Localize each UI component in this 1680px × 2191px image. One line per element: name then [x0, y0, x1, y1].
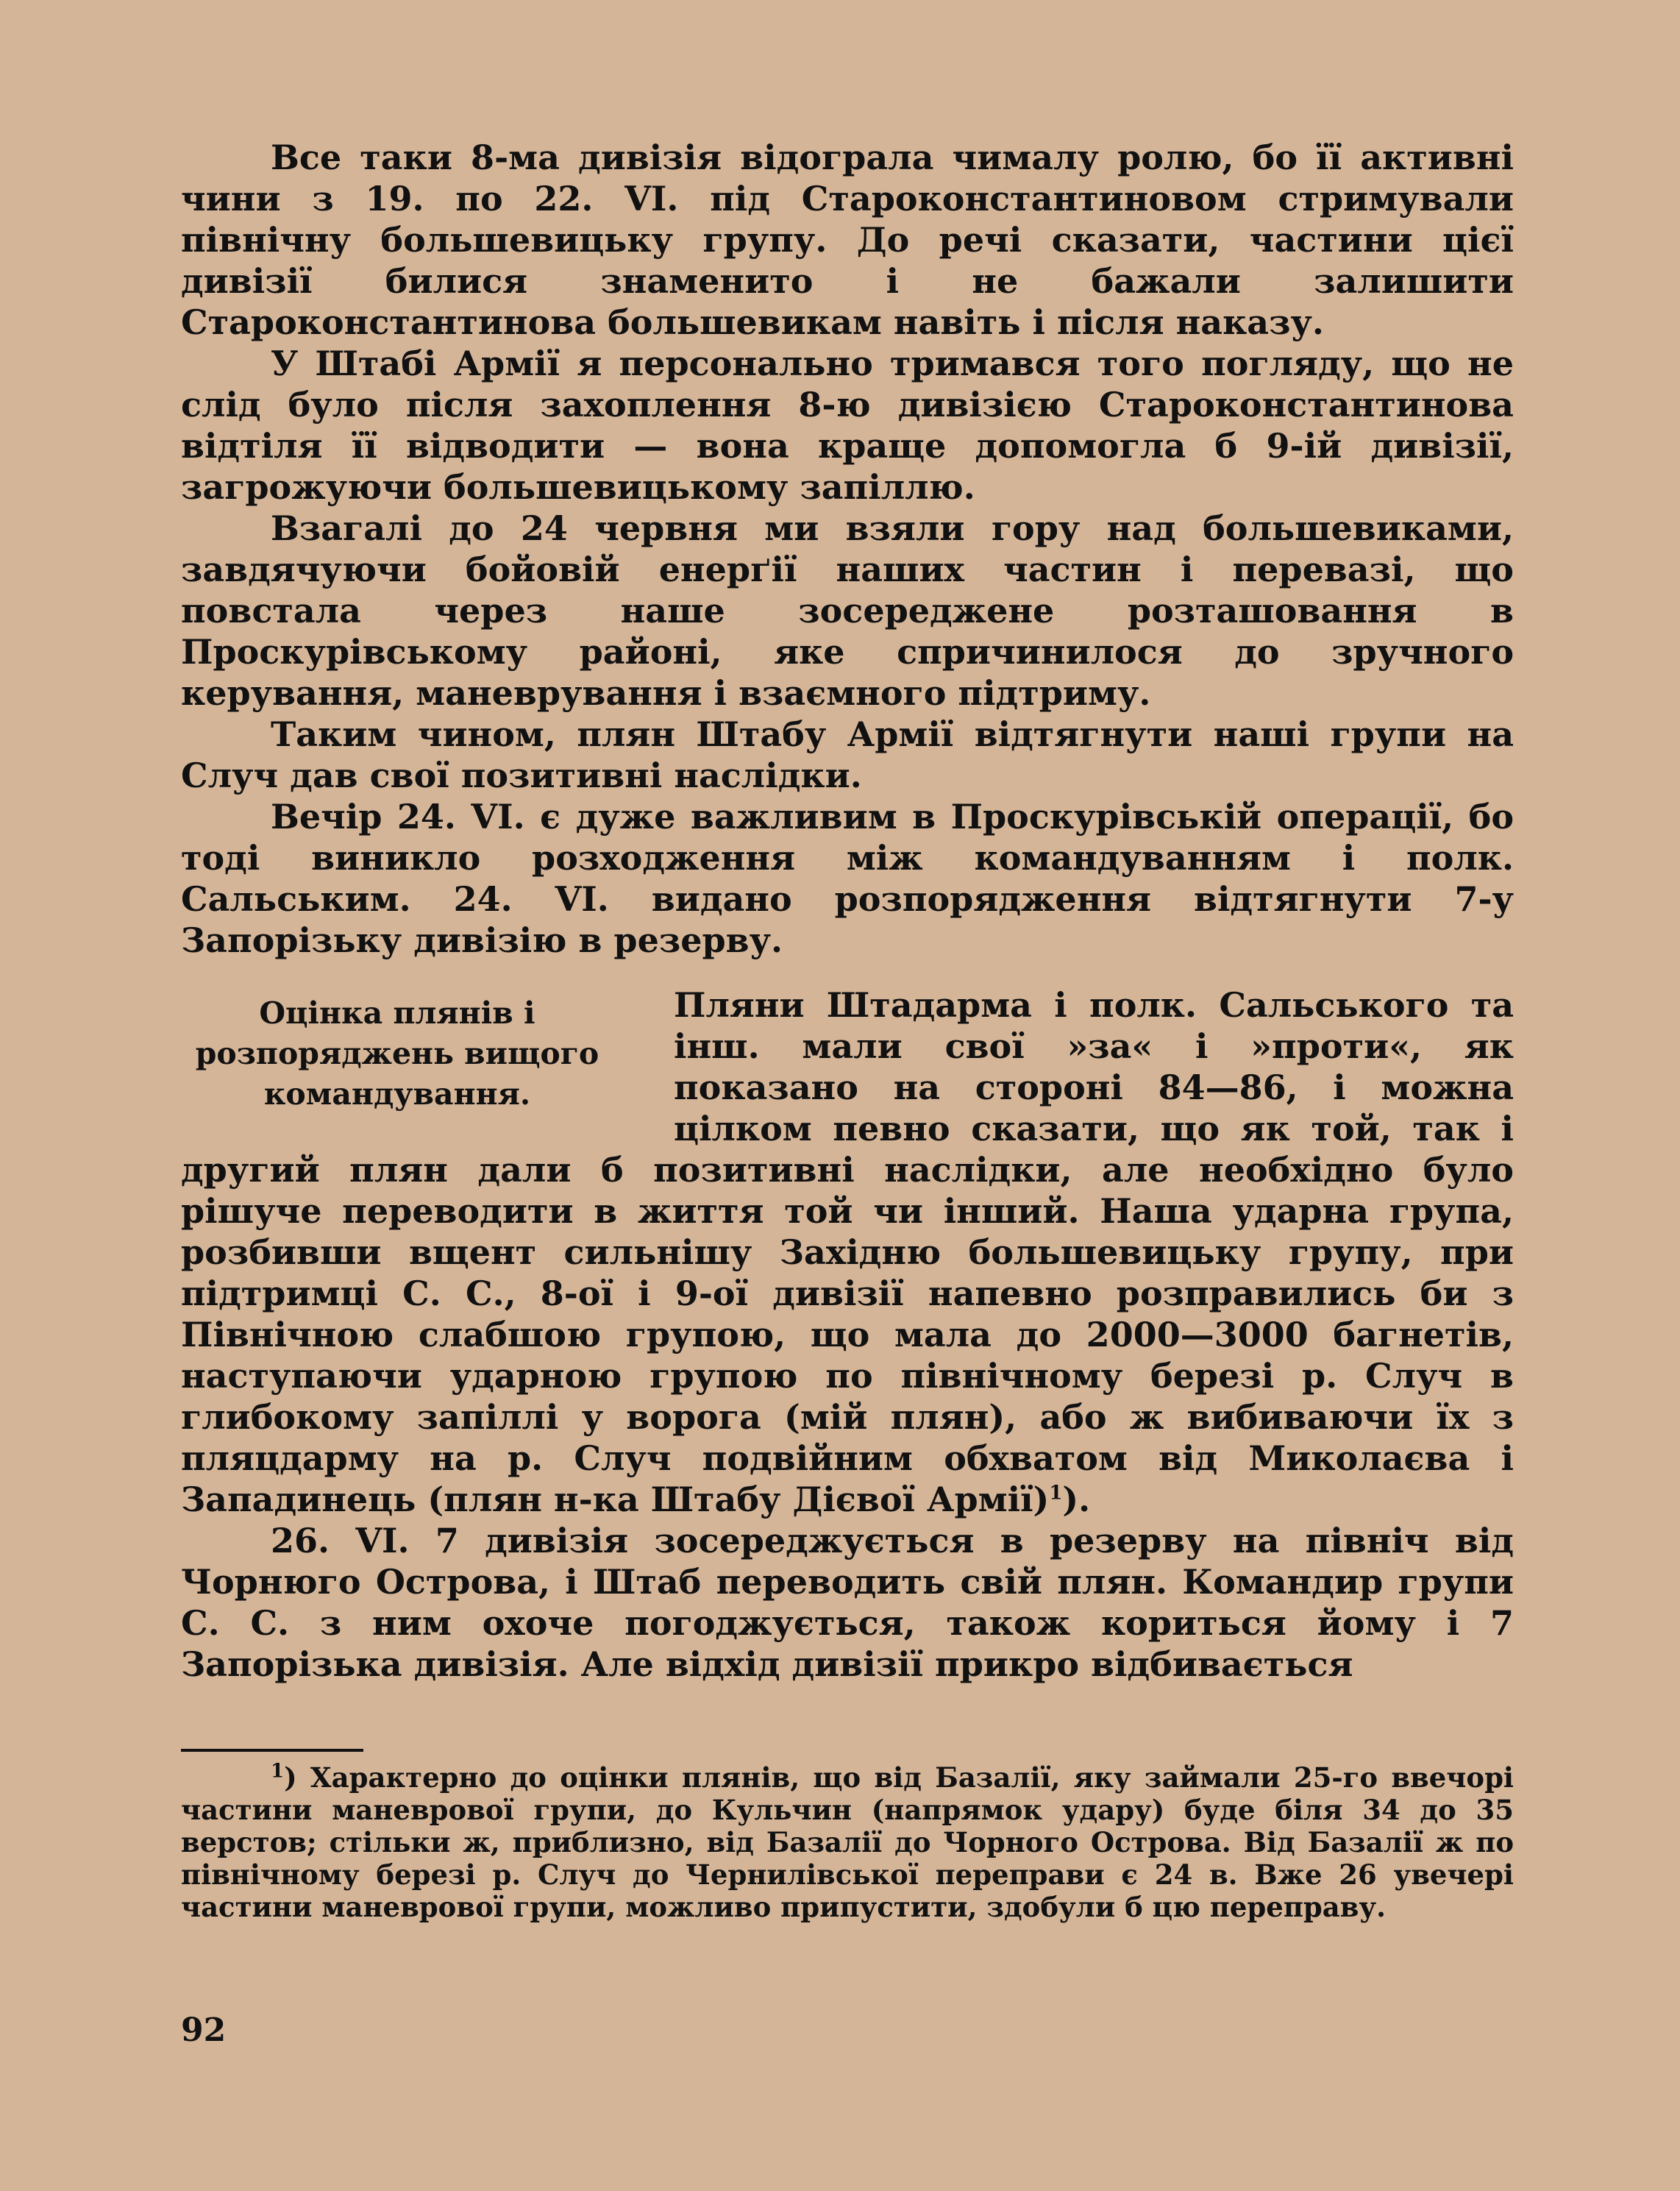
main-text-top: [181, 137, 1514, 961]
wrap-paragraph-tail: ).: [1062, 1480, 1091, 1519]
margin-heading: Оцінка плянів і розпоряджень вищого командування.: [195, 995, 599, 1112]
footnote-text: ) Характерно до оцінки плянів, що від Базалії, яку займали 25-го ввечорі частини маневрової групи, до Кульчин (напрямок удару) буде біля 34 до 35 верстов; стільки ж, приблизно, від Базалії до Чорного Острова. Від Базалії ж по північному березі р. Случ до Чернилівської переправи є 24 в. Вже 26 увечері частини маневрової групи, можливо припустити, здобули б цю переправу.: [181, 1761, 1514, 1923]
paragraph: Взагалі до 24 червня ми взяли гору над большевиками, завдячуючи бойовій енерґії наших частин і перевазі, що повстала через наше зосереджене розташовання в Проскурівському районі, яке спричинилося до зручного керування, маневрування і взаємного підтриму.: [181, 508, 1514, 713]
footnote-reference: 1: [1049, 1482, 1063, 1505]
paragraph: Все таки 8-ма дивізія відограла чималу ролю, бо її активні чини з 19. по 22. VI. під Староконстантиновом стримували північну большевицьку групу. До речі сказати, частини цієї дивізії билися знаменито і не бажали залишити Староконстантинова большевикам навіть і після наказу.: [181, 138, 1514, 342]
page-number: 92: [181, 2011, 227, 2049]
footnote-mark: 1: [271, 1760, 285, 1783]
paragraph: 26. VI. 7 дивізія зосереджується в резерву на північ від Чорнюго Острова, і Штаб переводить свій плян. Командир групи С. С. з ним охоче погоджується, також кориться йому і 7 Запорізька дивізія. Але відхід дивізії прикро відбивається: [181, 1521, 1514, 1684]
footnote: [181, 1761, 1514, 1923]
paragraph: Таким чином, плян Штабу Армії відтягнути наші групи на Случ дав свої позитивні наслідки.: [181, 714, 1514, 795]
footnote-separator: [181, 1749, 363, 1752]
paragraph: Вечір 24. VI. є дуже важливим в Проскурівській операції, бо тоді виникло розходження між командуванням і полк. Сальським. 24. VI. видано розпорядження відтягнути 7-у Запорізьку дивізію в резерву.: [181, 797, 1514, 960]
main-text-bottom: [181, 1520, 1514, 1685]
margin-heading-space: [181, 984, 674, 1149]
wrap-paragraph-text: Пляни Штадарма і полк. Сальського та інш. мали свої »за« і »проти«, як показано на стороні 84—86, і можна цілком певно сказати, що як той, так і другий плян дали б позитивні наслідки, але необхідно було рішуче переводити в життя той чи інший. Наша ударна група, розбивши вщент сильнішу Західню большевицьку групу, при підтримці С. С., 8-ої і 9-ої дивізії напевно розправились би з Північною слабшою групою, що мала до 2000—3000 багнетів, наступаючи ударною групою по північному березі р. Случ в глибокому запіллі у ворога (мій плян), або ж вибиваючи їх з пляцдарму на р. Случ подвійним обхватом від Миколаєва і Западинець (плян н-ка Штабу Дієвої Армії): [181, 985, 1514, 1519]
paragraph: У Штабі Армії я персонально тримався того погляду, що не слід було після захоплення 8-ю дивізією Староконстантинова відтіля її відводити — вона краще допомогла б 9-ій дивізії, загрожуючи большевицькому запіллю.: [181, 344, 1514, 507]
paragraph-with-margin-heading: [181, 984, 1514, 1520]
